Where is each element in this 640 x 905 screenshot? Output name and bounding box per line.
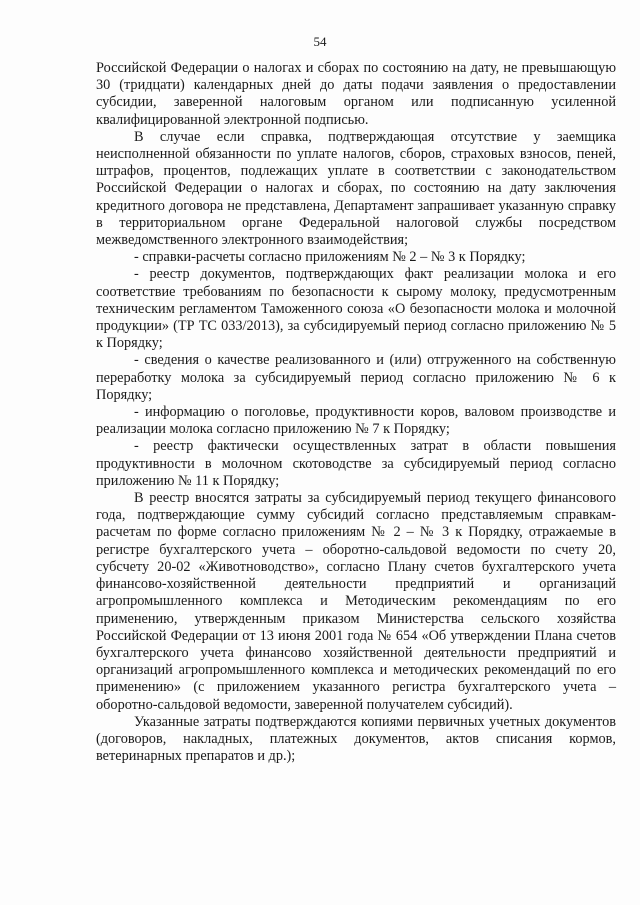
paragraph-register-costs: В реестр вносятся затраты за субсидируемый период текущего финансового года, подтверждающие сумму субсидий согласно представляемым справкам-расчетам по форме согласно приложениям № 2 – № 3 к Порядку, отражаемые в регистре бухгалтерского учета – оборотно-сальдовой ведомости по счету 20, субсчету 20-02 «Животноводство», согласно Плану счетов бухгалтерского учета финансово-хозяйственной деятельности предприятий и организаций агропромышленного комплекса и Методическим рекомендациям по его применению, утвержденным приказом Министерства сельского хозяйства Российской Федерации от 13 июня 2001 года № 654 «Об утверждении Плана счетов бухгалтерского учета финансово хозяйственной деятельности предприятий и организаций агропромышленного комплекса и методических рекомендаций по его применению» (с приложением указанного регистра бухгалтерского учета – оборотно-сальдовой ведомости, заверенной получателем субсидий). <box>96 490 616 713</box>
paragraph-tax-certificate-ending: Российской Федерации о налогах и сборах по состоянию на дату, не превышающую 30 (тридцати) календарных дней до даты подачи заявления о предоставлении субсидии, заверенной налоговым органом или подписанную усиленной квалифицированной электронной подписью. <box>96 60 616 128</box>
paragraph-certificate-request: В случае если справка, подтверждающая отсутствие у заемщика неисполненной обязанности по уплате налогов, сборов, страховых взносов, пеней, штрафов, процентов, подлежащих уплате в соответствии с законодательством Российской Федерации о налогах и сборах, по состоянию на дату заключения кредитного договора не представлена, Департамент запрашивает указанную справку в территориальном органе Федеральной налоговой службы посредством межведомственного электронного взаимодействия; <box>96 128 616 249</box>
paragraph-costs-confirmation: Указанные затраты подтверждаются копиями первичных учетных документов (договоров, накладных, платежных документов, актов списания кормов, ветеринарных препаратов и др.); <box>96 713 616 765</box>
list-item-milk-sales-register: - реестр документов, подтверждающих факт реализации молока и его соответствие требованиям по безопасности к сырому молоку, предусмотренным техническим регламентом Таможенного союза «О безопасности молока и молочной продукции» (ТР ТС 033/2013), за субсидируемый период согласно приложению № 5 к Порядку; <box>96 266 616 352</box>
page-number: 54 <box>313 34 327 49</box>
document-body <box>96 60 616 765</box>
list-item-calculation-certificates: - справки-расчеты согласно приложениям № 2 – № 3 к Порядку; <box>134 249 526 266</box>
list-item-milk-quality-info: - сведения о качестве реализованного и (или) отгруженного на собственную переработку молока за субсидируемый период согласно приложению № 6 к Порядку; <box>96 352 616 403</box>
list-item-livestock-info: - информацию о поголовье, продуктивности коров, валовом производстве и реализации молока согласно приложению № 7 к Порядку; <box>96 404 616 438</box>
list-item-costs-register: - реестр фактически осуществленных затрат в области повышения продуктивности в молочном скотоводстве за субсидируемый период согласно приложению № 11 к Порядку; <box>96 438 616 489</box>
